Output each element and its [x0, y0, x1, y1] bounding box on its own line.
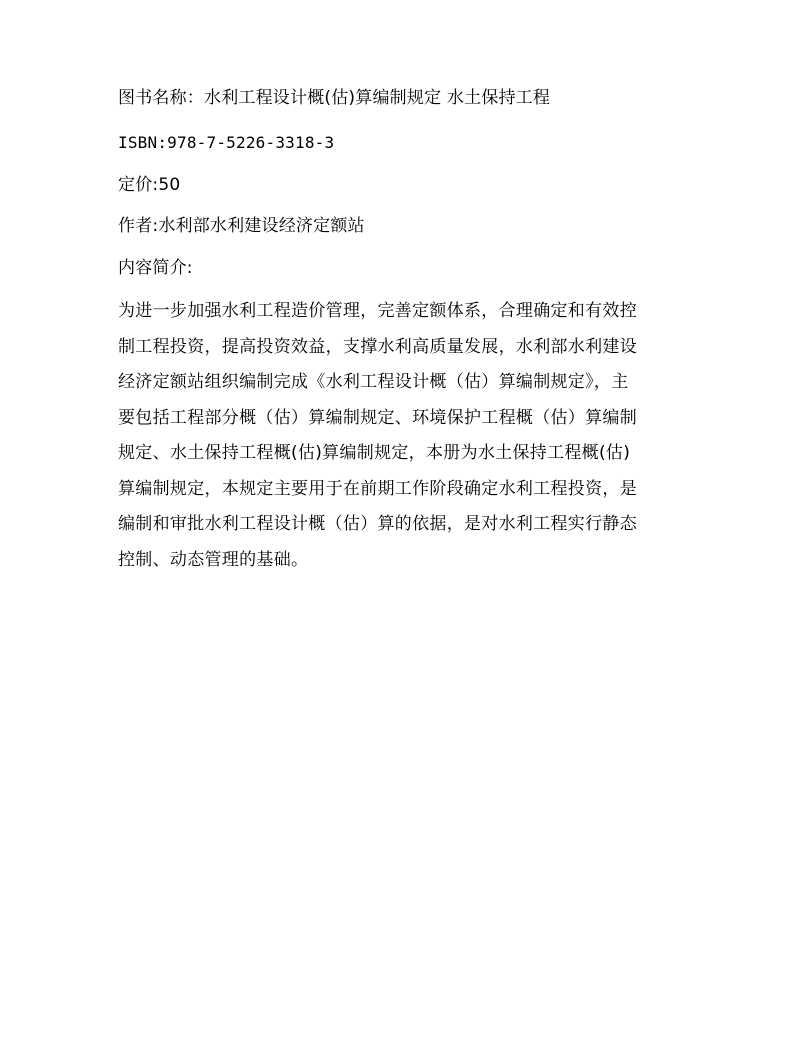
- summary-line: 算编制规定，本规定主要用于在前期工作阶段确定水利工程投资，是: [118, 478, 637, 499]
- summary-paragraph: [118, 294, 698, 578]
- price-line: 定价:50: [118, 175, 181, 195]
- summary-line: 编制和审批水利工程设计概（估）算的依据，是对水利工程实行静态: [118, 514, 637, 534]
- summary-line: 规定、水土保持工程概(估)算编制规定，本册为水土保持工程概(估): [118, 443, 631, 463]
- summary-line: 要包括工程部分概（估）算编制规定、环境保护工程概（估）算编制: [118, 407, 637, 428]
- summary-line: 为进一步加强水利工程造价管理，完善定额体系，合理确定和有效控: [118, 301, 637, 321]
- book-title-line: 图书名称：水利工程设计概(估)算编制规定 水土保持工程: [118, 88, 551, 108]
- summary-line: 经济定额站组织编制完成《水利工程设计概（估）算编制规定》，主: [118, 372, 629, 392]
- summary-label: 内容简介:: [118, 258, 193, 278]
- isbn-line: ISBN:978-7-5226-3318-3: [118, 133, 335, 152]
- summary-line: 控制、动态管理的基础。: [118, 549, 309, 570]
- summary-line: 制工程投资，提高投资效益，支撑水利高质量发展，水利部水利建设: [118, 336, 637, 357]
- author-line: 作者:水利部水利建设经济定额站: [118, 216, 365, 236]
